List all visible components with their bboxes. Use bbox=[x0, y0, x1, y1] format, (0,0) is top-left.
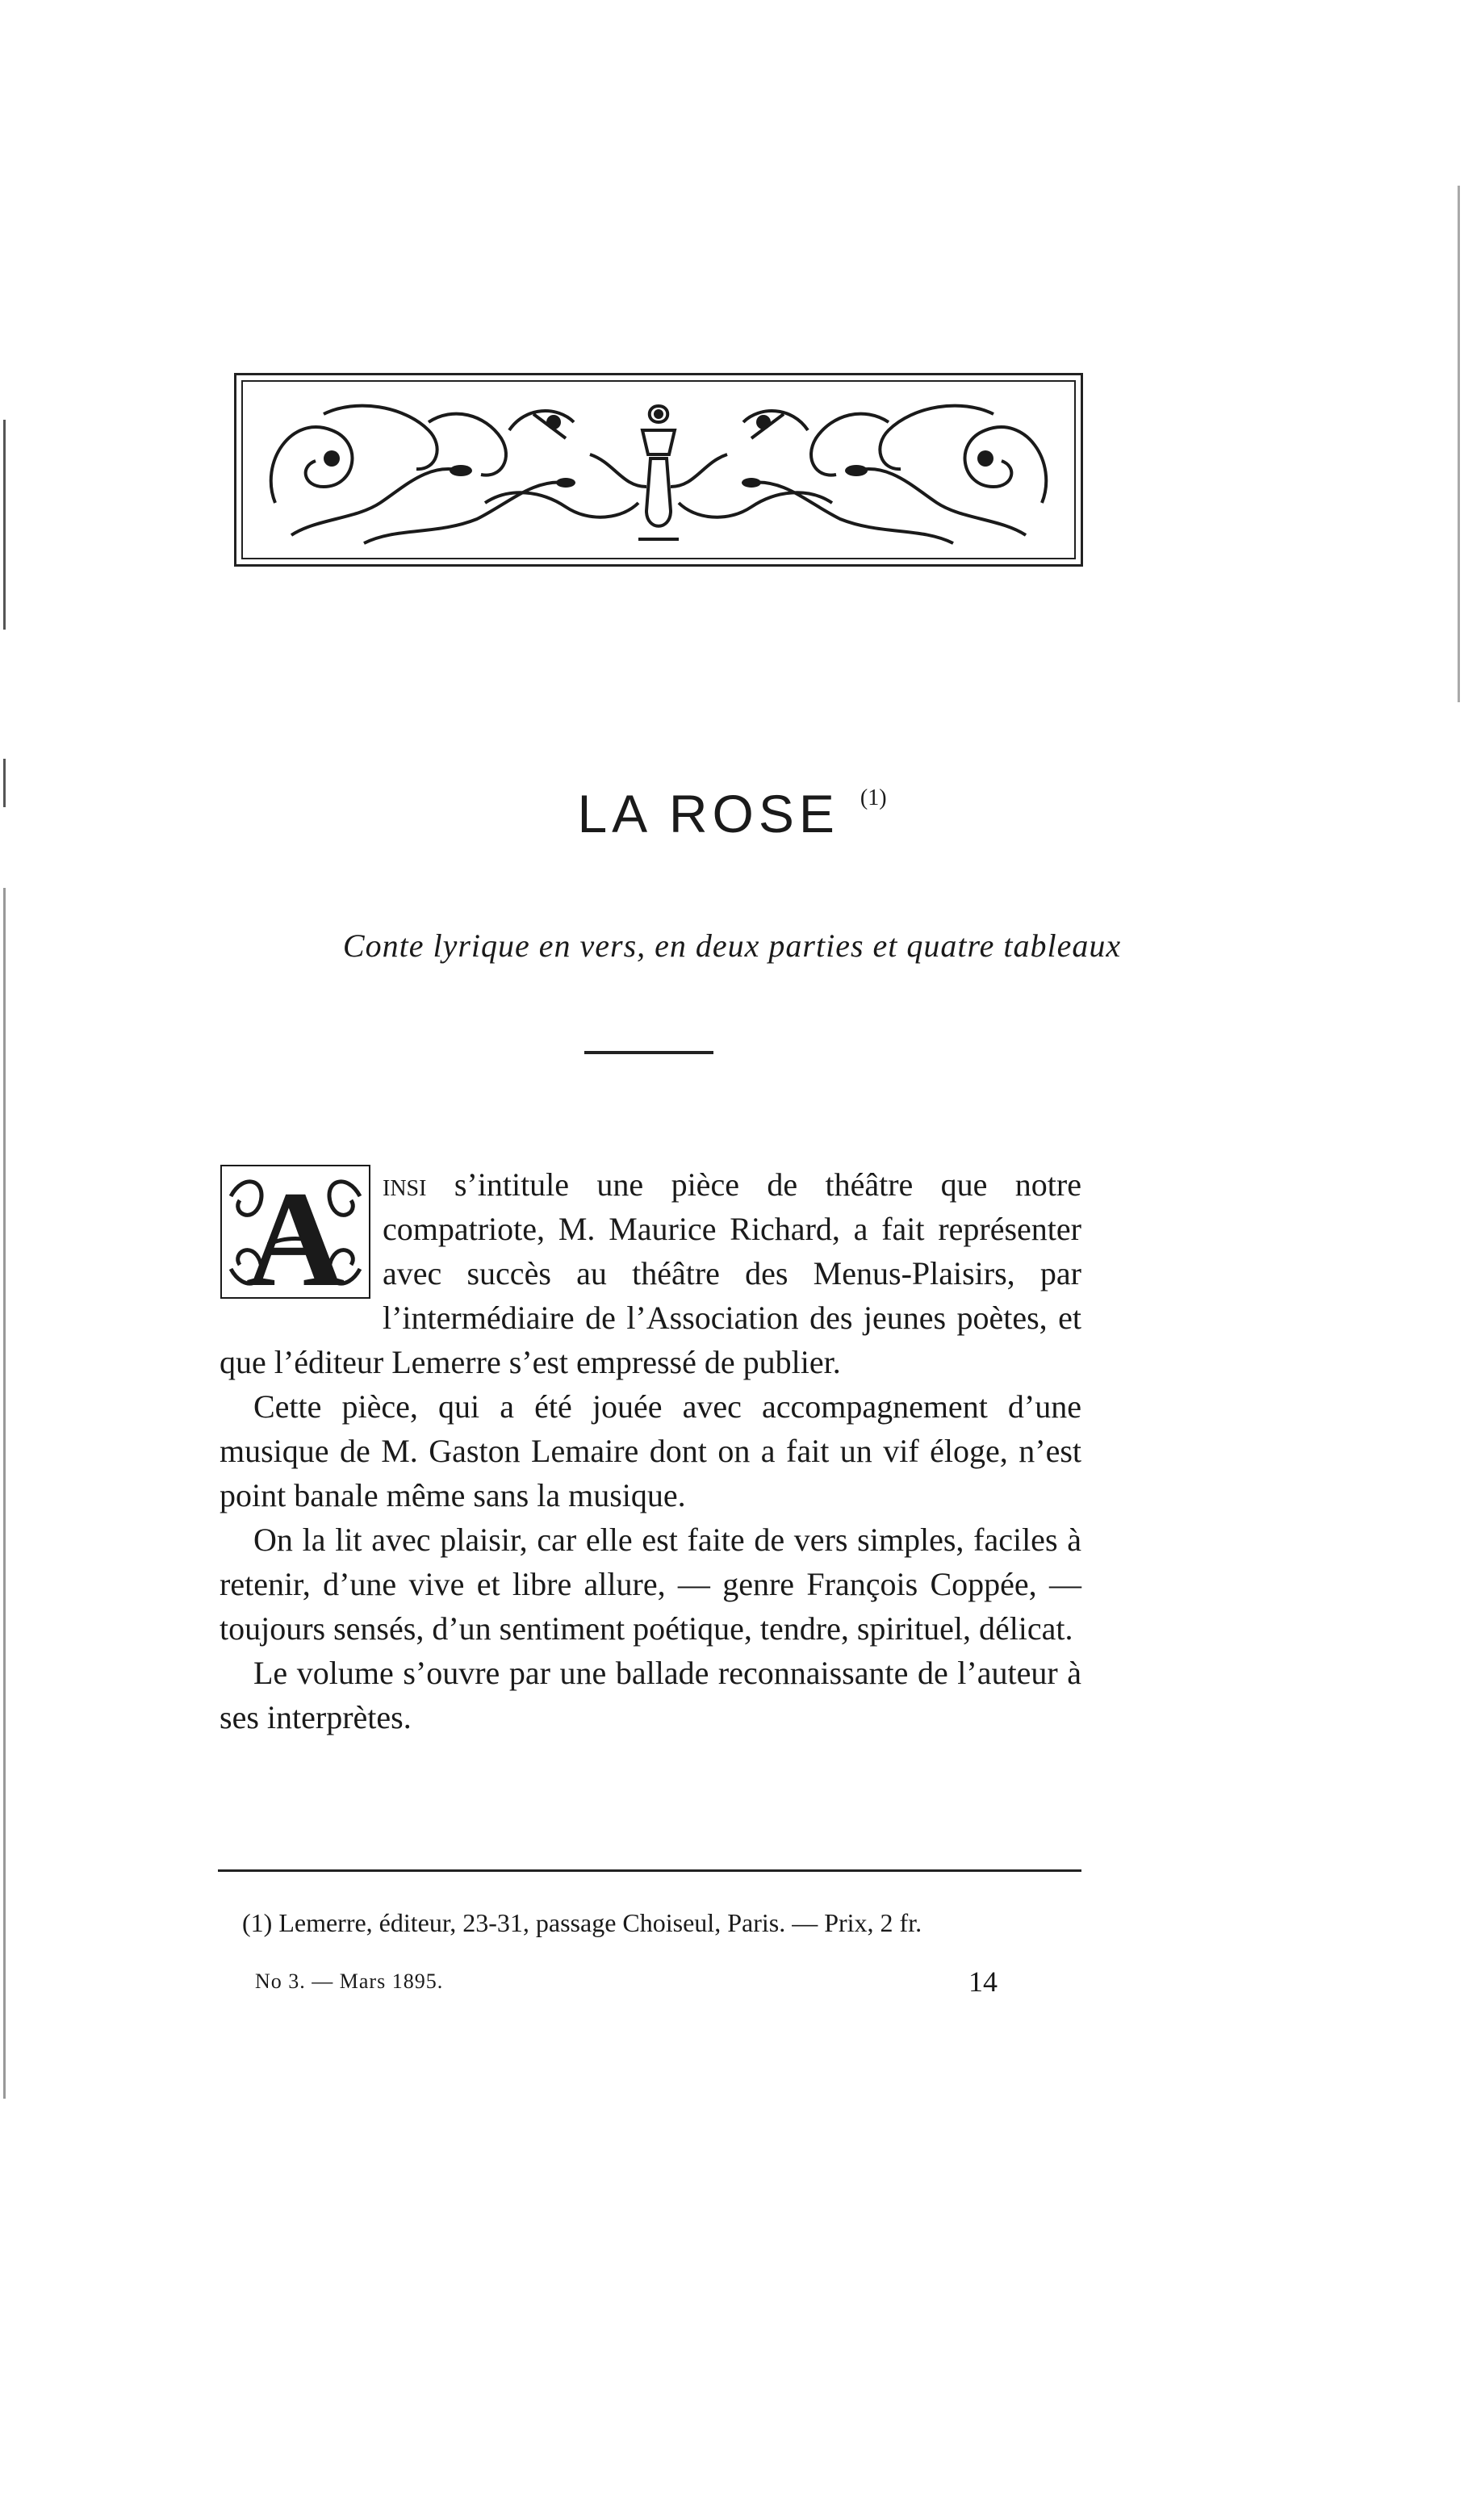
footnote-divider bbox=[218, 1869, 1081, 1872]
scrollwork-ornament-icon bbox=[243, 382, 1074, 558]
paragraph-1 bbox=[220, 1162, 1081, 1384]
page-number: 14 bbox=[968, 1965, 998, 1998]
title-text: LA ROSE bbox=[577, 784, 839, 843]
scan-edge-mark bbox=[3, 420, 6, 630]
article-subtitle: Conte lyrique en vers, en deux parties et quatre tableaux bbox=[342, 927, 1122, 964]
paragraph-2: Cette pièce, qui a été jouée avec accompagnement d’une musique de M. Gaston Lemaire dont on a fait un vif éloge, n’est point banale même sans la musique. bbox=[220, 1388, 1081, 1513]
scan-edge-mark bbox=[1458, 186, 1460, 702]
scan-edge-mark bbox=[3, 888, 6, 2099]
title-footnote-marker: (1) bbox=[860, 785, 887, 810]
svg-text:A: A bbox=[245, 1164, 345, 1300]
paragraph-4: Le volume s’ouvre par une ballade reconnaissante de l’auteur à ses interprètes. bbox=[220, 1655, 1081, 1735]
footnote: (1) Lemerre, éditeur, 23-31, passage Choiseul, Paris. — Prix, 2 fr. bbox=[242, 1908, 922, 1937]
paragraph-1-opening: insi bbox=[383, 1166, 427, 1203]
article-body bbox=[220, 1162, 1081, 1739]
ornamental-headpiece bbox=[234, 373, 1083, 567]
article-title bbox=[0, 783, 1464, 844]
paragraph-1-text: s’intitule une pièce de théâtre que notre compatriote, M. Maurice Richard, a fait représenter avec succès au théâtre des Menus-Plaisirs, par l’intermédiaire de l’Association des jeunes poètes, et que l’éditeur Lemerre s’est empressé de publier. bbox=[220, 1166, 1081, 1380]
paragraph-3: On la lit avec plaisir, car elle est faite de vers simples, faciles à retenir, d’une vive et libre allure, — genre François Coppée, — toujours sensés, d’un sentiment poétique, tendre, spirituel, délicat. bbox=[220, 1522, 1081, 1647]
issue-signature: No 3. — Mars 1895. bbox=[255, 1970, 444, 1993]
dropcap-letter-a-icon bbox=[220, 1164, 371, 1300]
title-divider bbox=[584, 1051, 713, 1054]
